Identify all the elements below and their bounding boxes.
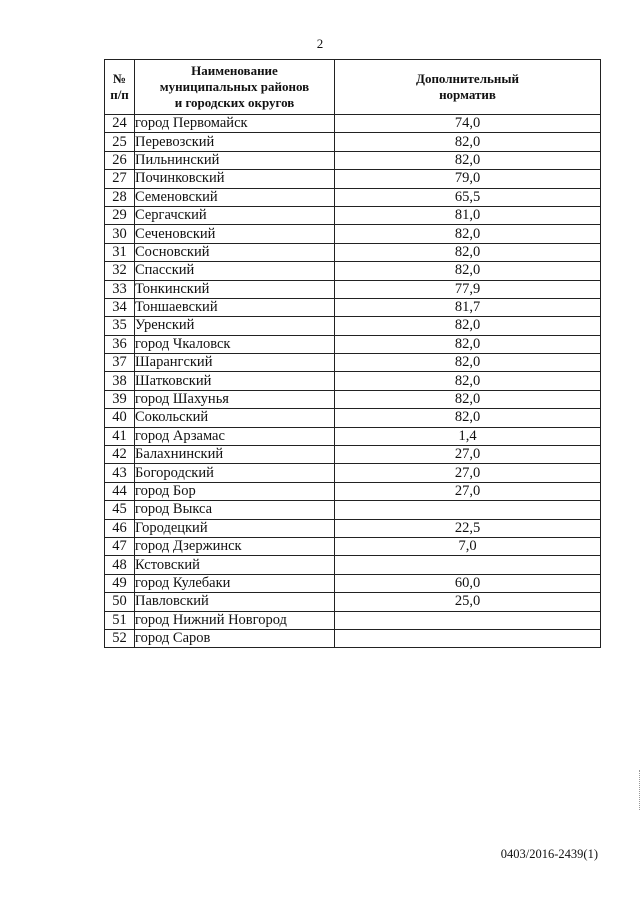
row-value: 65,5 [335,188,601,206]
row-number: 44 [105,482,135,500]
table-row [105,482,601,500]
row-value: 82,0 [335,133,601,151]
row-name: Спасский [135,262,335,280]
row-name: город Арзамас [135,427,335,445]
row-number: 34 [105,298,135,316]
row-number: 49 [105,574,135,592]
row-number: 28 [105,188,135,206]
row-value: 82,0 [335,243,601,261]
row-value: 1,4 [335,427,601,445]
table-row [105,537,601,555]
row-number: 45 [105,501,135,519]
row-number: 36 [105,335,135,353]
row-value: 74,0 [335,115,601,133]
table-row [105,262,601,280]
row-number: 48 [105,556,135,574]
row-value: 82,0 [335,354,601,372]
table-row [105,501,601,519]
row-number: 37 [105,354,135,372]
row-value: 79,0 [335,170,601,188]
row-number: 50 [105,593,135,611]
row-name: Шатковский [135,372,335,390]
row-number: 27 [105,170,135,188]
row-number: 26 [105,151,135,169]
row-number: 35 [105,317,135,335]
row-name: город Чкаловск [135,335,335,353]
row-value: 81,0 [335,206,601,224]
row-name: Шарангский [135,354,335,372]
row-value: 82,0 [335,372,601,390]
row-number: 51 [105,611,135,629]
row-value: 60,0 [335,574,601,592]
row-number: 47 [105,537,135,555]
row-value: 27,0 [335,482,601,500]
table-row [105,225,601,243]
row-value: 82,0 [335,151,601,169]
row-value: 82,0 [335,390,601,408]
row-number: 43 [105,464,135,482]
row-number: 25 [105,133,135,151]
table-row [105,188,601,206]
table-header [105,60,601,115]
row-value: 7,0 [335,537,601,555]
table-row [105,574,601,592]
document-code: 0403/2016-2439(1) [500,847,598,861]
row-value: 22,5 [335,519,601,537]
row-number: 30 [105,225,135,243]
table-row [105,170,601,188]
row-number: 24 [105,115,135,133]
row-number: 46 [105,519,135,537]
table-row [105,593,601,611]
row-name: Перевозский [135,133,335,151]
row-value: 77,9 [335,280,601,298]
row-value: 82,0 [335,335,601,353]
row-number: 40 [105,409,135,427]
row-value: 82,0 [335,409,601,427]
header-name: Наименование муниципальных районов и городских округов [135,60,335,115]
table-row [105,280,601,298]
row-value: 27,0 [335,446,601,464]
table-row [105,317,601,335]
row-number: 33 [105,280,135,298]
row-name: город Дзержинск [135,537,335,555]
table-row [105,372,601,390]
table-row [105,611,601,629]
header-value: Дополнительный норматив [335,60,601,115]
page-number: 2 [316,36,324,51]
row-name: город Бор [135,482,335,500]
row-value: 82,0 [335,225,601,243]
row-name: Семеновский [135,188,335,206]
row-number: 52 [105,629,135,647]
row-value: 27,0 [335,464,601,482]
row-name: Тонкинский [135,280,335,298]
row-number: 42 [105,446,135,464]
header-num: № п/п [105,60,135,115]
row-name: Павловский [135,593,335,611]
table-row [105,519,601,537]
row-value [335,611,601,629]
row-name: Пильнинский [135,151,335,169]
row-name: Тоншаевский [135,298,335,316]
row-name: город Кулебаки [135,574,335,592]
table-row [105,629,601,647]
table-row [105,243,601,261]
row-value [335,501,601,519]
row-name: Сосновский [135,243,335,261]
row-name: Балахнинский [135,446,335,464]
table-row [105,446,601,464]
row-value: 25,0 [335,593,601,611]
table-row [105,206,601,224]
row-value: 82,0 [335,317,601,335]
row-name: Починковский [135,170,335,188]
table-row [105,335,601,353]
row-name: Городецкий [135,519,335,537]
table-row [105,354,601,372]
row-number: 31 [105,243,135,261]
row-name: город Первомайск [135,115,335,133]
row-name: город Шахунья [135,390,335,408]
table-row [105,464,601,482]
row-name: город Саров [135,629,335,647]
row-name: город Выкса [135,501,335,519]
row-value [335,629,601,647]
table-body [105,115,601,648]
row-name: Сеченовский [135,225,335,243]
row-name: Уренский [135,317,335,335]
table-row [105,298,601,316]
table-row [105,133,601,151]
row-number: 39 [105,390,135,408]
row-name: Богородский [135,464,335,482]
row-name: Сергачский [135,206,335,224]
row-number: 41 [105,427,135,445]
table-row [105,390,601,408]
row-value: 81,7 [335,298,601,316]
row-name: Сокольский [135,409,335,427]
table-row [105,556,601,574]
table-row [105,427,601,445]
table-row [105,151,601,169]
row-value: 82,0 [335,262,601,280]
table-row [105,409,601,427]
row-name: Кстовский [135,556,335,574]
row-number: 32 [105,262,135,280]
row-number: 29 [105,206,135,224]
table-row [105,115,601,133]
row-name: город Нижний Новгород [135,611,335,629]
normative-table [104,59,601,648]
row-value [335,556,601,574]
row-number: 38 [105,372,135,390]
